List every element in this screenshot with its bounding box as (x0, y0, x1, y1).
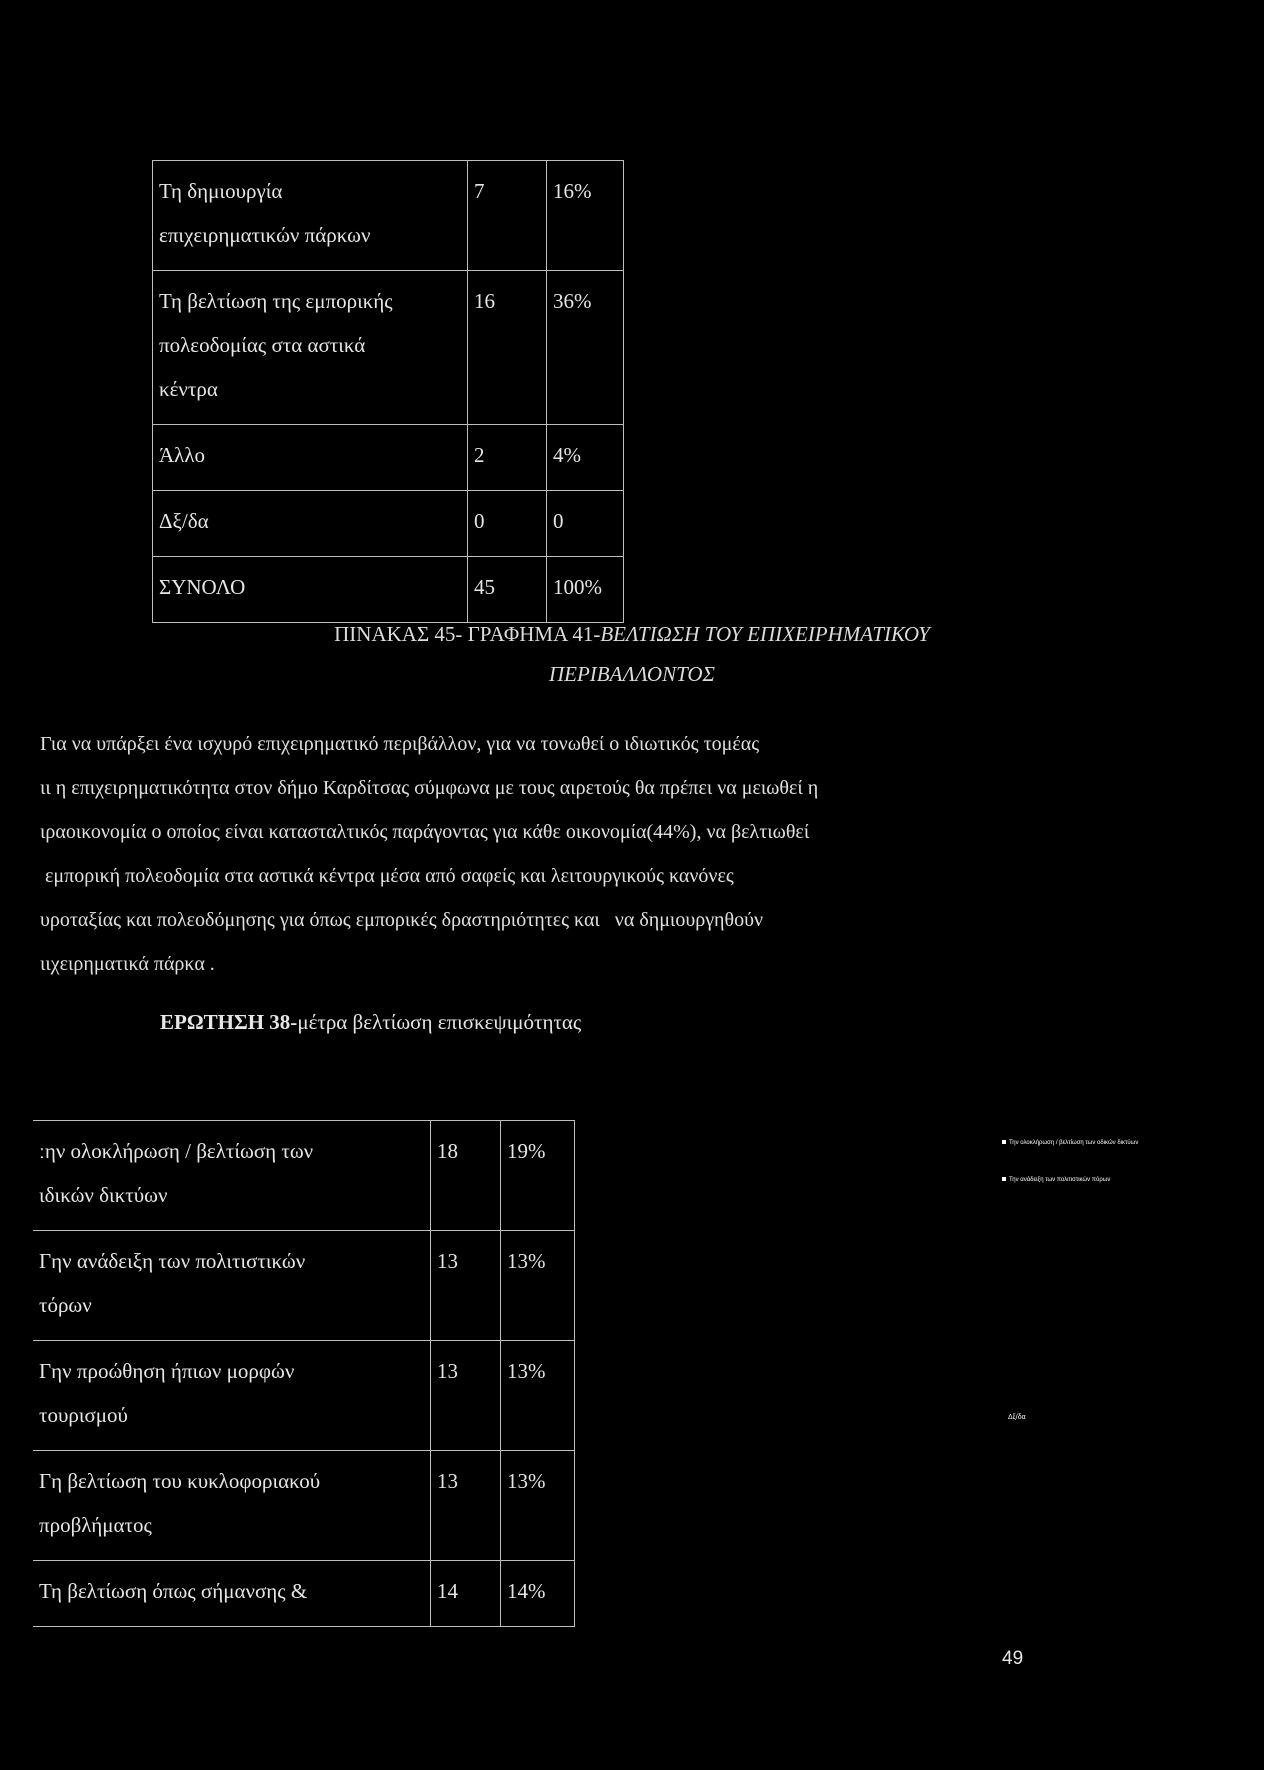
label-line: Γην ανάδειξη των πολιτιστικών (39, 1249, 306, 1273)
percent-cell (501, 1231, 575, 1341)
paragraph-line: ιραοικονομία ο οποίος είναι κατασταλτικός παράγοντας για κάθε οικονομία(44%), να βελτιωθεί (40, 821, 810, 843)
label-line: Γη βελτίωση του κυκλοφοριακού (39, 1469, 321, 1493)
table-row (153, 161, 624, 271)
label-line: Δξ/δα (159, 509, 209, 533)
paragraph-line: ιι η επιχειρηματικότητα στον δήμο Καρδίτσας σύμφωνα με τους αιρετούς θα πρέπει να μειωθεί η (40, 777, 819, 799)
label-cell (33, 1561, 431, 1627)
legend-swatch (1002, 1140, 1006, 1144)
percent-value: 36% (553, 289, 592, 313)
page-number: 49 (1002, 1648, 1024, 1669)
percent-value: 13% (507, 1469, 546, 1493)
label-line: ιδικών δικτύων (39, 1183, 168, 1207)
table-caption-line-2 (0, 662, 1264, 687)
percent-value: 0 (553, 509, 564, 533)
count-value: 2 (474, 443, 485, 467)
table-caption-line-1 (0, 622, 1264, 647)
count-cell (468, 271, 547, 425)
percent-cell (547, 271, 624, 425)
count-value: 13 (437, 1249, 458, 1273)
body-paragraph (40, 722, 1030, 986)
label-line: τουρισμού (39, 1403, 128, 1427)
percent-cell (501, 1121, 575, 1231)
percent-cell (547, 425, 624, 491)
percent-cell (501, 1451, 575, 1561)
label-line: Τη δημιουργία (159, 179, 283, 203)
label-line: τόρων (39, 1293, 92, 1317)
percent-cell (547, 557, 624, 623)
percent-cell (501, 1561, 575, 1627)
count-value: 16 (474, 289, 495, 313)
table-row (33, 1561, 575, 1627)
label-line: Άλλο (159, 443, 206, 467)
percent-value: 13% (507, 1359, 546, 1383)
table-row (153, 425, 624, 491)
label-line: ΣΥΝΟΛΟ (159, 575, 246, 599)
label-line: Τη βελτίωση όπως σήμανσης & (39, 1579, 308, 1603)
caption-italic-2: ΠΕΡΙΒΑΛΛΟΝΤΟΣ (548, 662, 716, 686)
percent-value: 16% (553, 179, 592, 203)
count-cell (468, 425, 547, 491)
table-row (33, 1341, 575, 1451)
label-cell (33, 1341, 431, 1451)
label-cell (153, 425, 468, 491)
table-row (153, 557, 624, 623)
percent-cell (547, 161, 624, 271)
percent-value: 14% (507, 1579, 546, 1603)
legend-label: Την ολοκλήρωση / βελτίωση των οδικών δικτύων (1009, 1140, 1139, 1146)
count-value: 0 (474, 509, 485, 533)
table-row (153, 491, 624, 557)
legend-item (1002, 1177, 1110, 1183)
paragraph-line: υροταξίας και πολεοδόμησης για όπως εμπορικές δραστηριότητες και να δημιουργηθούν (40, 909, 764, 931)
label-cell (33, 1451, 431, 1561)
count-cell (431, 1451, 501, 1561)
count-value: 13 (437, 1359, 458, 1383)
count-cell (468, 557, 547, 623)
count-value: 13 (437, 1469, 458, 1493)
table-row (33, 1121, 575, 1231)
table-1 (152, 160, 624, 623)
label-line: επιχειρηματικών πάρκων (159, 223, 371, 247)
label-cell (153, 491, 468, 557)
legend-swatch (1002, 1177, 1006, 1181)
caption-regular: ΠΙΝΑΚΑΣ 45- ΓΡΑΦΗΜΑ 41- (334, 622, 601, 646)
caption-italic: ΒΕΛΤΙΩΣΗ ΤΟΥ ΕΠΙΧΕΙΡΗΜΑΤΙΚΟΥ (600, 622, 930, 646)
chart-label: Δξ/δα (1008, 1414, 1026, 1421)
paragraph-line: ιιχειρηματικά πάρκα . (40, 953, 215, 975)
count-value: 18 (437, 1139, 458, 1163)
count-cell (468, 161, 547, 271)
count-cell (431, 1121, 501, 1231)
percent-value: 19% (507, 1139, 546, 1163)
label-line: ːην ολοκλήρωση / βελτίωση των (39, 1139, 314, 1163)
question-heading (160, 1010, 581, 1035)
count-cell (431, 1231, 501, 1341)
table-row (33, 1231, 575, 1341)
percent-value: 4% (553, 443, 581, 467)
label-line: πολεοδομίας στα αστικά (159, 333, 366, 357)
label-line: Γην προώθηση ήπιων μορφών (39, 1359, 295, 1383)
percent-cell (547, 491, 624, 557)
label-cell (153, 271, 468, 425)
legend-label: Την ανάδειξη των πολιτιστικών πόρων (1009, 1177, 1111, 1183)
count-value: 45 (474, 575, 495, 599)
label-cell (33, 1231, 431, 1341)
label-line: Τη βελτίωση της εμπορικής (159, 289, 393, 313)
percent-cell (501, 1341, 575, 1451)
count-value: 14 (437, 1579, 458, 1603)
table-row (33, 1451, 575, 1561)
question-text: μέτρα βελτίωση επισκεψιμότητας (297, 1010, 582, 1034)
count-cell (431, 1341, 501, 1451)
paragraph-line: Για να υπάρξει ένα ισχυρό επιχειρηματικό περιβάλλον, για να τονωθεί ο ιδιωτικός τομέας (40, 733, 760, 755)
question-number: ΕΡΩΤΗΣΗ 38- (160, 1010, 298, 1034)
legend-item (1002, 1140, 1138, 1146)
count-value: 7 (474, 179, 485, 203)
label-cell (153, 557, 468, 623)
percent-value: 13% (507, 1249, 546, 1273)
count-cell (468, 491, 547, 557)
paragraph-line: εμπορική πολεοδομία στα αστικά κέντρα μέσα από σαφείς και λειτουργικούς κανόνες (40, 865, 734, 887)
label-line: κέντρα (159, 377, 218, 401)
label-cell (153, 161, 468, 271)
label-cell (33, 1121, 431, 1231)
percent-value: 100% (553, 575, 602, 599)
label-line: προβλήματος (39, 1513, 152, 1537)
table-row (153, 271, 624, 425)
table-2 (33, 1120, 575, 1627)
count-cell (431, 1561, 501, 1627)
